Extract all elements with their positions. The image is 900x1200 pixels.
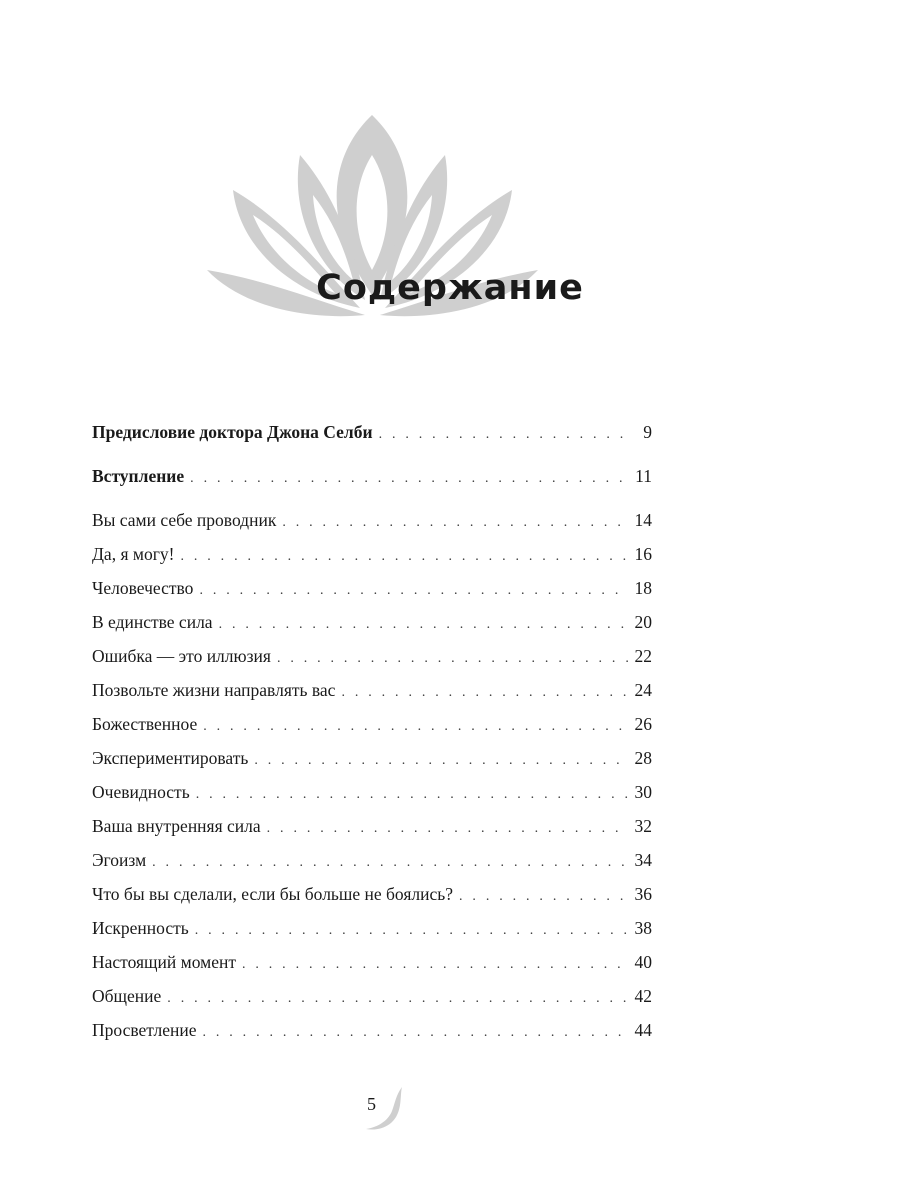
dot-leader xyxy=(152,846,628,880)
toc-entry[interactable] xyxy=(92,571,652,605)
toc-entry-page: 44 xyxy=(634,1020,652,1040)
toc-entry-label: Божественное xyxy=(92,714,198,734)
toc-entry-label: Ошибка — это иллюзия xyxy=(92,646,271,666)
toc-entry[interactable] xyxy=(92,775,652,809)
dot-leader xyxy=(277,642,628,676)
toc-entry-page: 26 xyxy=(634,714,652,734)
toc-entry-label: Вступление xyxy=(92,466,185,486)
toc-entry-label: Просветление xyxy=(92,1020,197,1040)
dot-leader xyxy=(180,540,628,574)
toc-entry-page: 40 xyxy=(634,952,652,972)
toc-entry[interactable] xyxy=(92,605,652,639)
toc-entry-label: Вы сами себе проводник xyxy=(92,510,277,530)
toc-entry-label: Ваша внутренняя сила xyxy=(92,816,261,836)
toc-entry[interactable] xyxy=(92,459,652,493)
toc-entry-label: Настоящий момент xyxy=(92,952,236,972)
toc-entry-label: Эгоизм xyxy=(92,850,147,870)
dot-leader xyxy=(341,676,628,710)
toc-entry-page: 9 xyxy=(643,422,652,442)
toc-entry-label: Да, я могу! xyxy=(92,544,175,564)
dot-leader xyxy=(203,710,628,744)
dot-leader xyxy=(199,574,628,608)
dot-leader xyxy=(190,462,628,496)
toc-entry[interactable] xyxy=(92,639,652,673)
toc-entry-page: 30 xyxy=(634,782,652,802)
dot-leader xyxy=(219,608,628,642)
toc-entry-page: 22 xyxy=(634,646,652,666)
toc-entry[interactable] xyxy=(92,877,652,911)
toc-entry-page: 11 xyxy=(635,466,652,486)
toc-entry[interactable] xyxy=(92,911,652,945)
toc-entry-label: Что бы вы сделали, если бы больше не боялись? xyxy=(92,884,454,904)
dot-leader xyxy=(267,812,628,846)
toc-entry-page: 24 xyxy=(634,680,652,700)
dot-leader xyxy=(254,744,628,778)
toc-entry-page: 32 xyxy=(634,816,652,836)
toc-entry-page: 14 xyxy=(634,510,652,530)
table-of-contents xyxy=(92,415,652,1047)
dot-leader xyxy=(379,418,628,452)
dot-leader xyxy=(282,506,628,540)
toc-entry-page: 36 xyxy=(634,884,652,904)
toc-entry-page: 34 xyxy=(634,850,652,870)
toc-entry-page: 16 xyxy=(634,544,652,564)
toc-entry[interactable] xyxy=(92,741,652,775)
toc-entry[interactable] xyxy=(92,537,652,571)
toc-entry-label: Общение xyxy=(92,986,162,1006)
toc-entry-page: 28 xyxy=(634,748,652,768)
dot-leader xyxy=(195,914,628,948)
toc-entry[interactable] xyxy=(92,707,652,741)
toc-entry-page: 20 xyxy=(634,612,652,632)
toc-entry-label: Человечество xyxy=(92,578,194,598)
toc-entry-label: В единстве сила xyxy=(92,612,213,632)
toc-entry-page: 38 xyxy=(634,918,652,938)
toc-entry-label: Очевидность xyxy=(92,782,190,802)
toc-entry-label: Позвольте жизни направлять вас xyxy=(92,680,336,700)
toc-entry[interactable] xyxy=(92,809,652,843)
toc-entry-page: 42 xyxy=(634,986,652,1006)
toc-entry-page: 18 xyxy=(634,578,652,598)
toc-entry[interactable] xyxy=(92,843,652,877)
dot-leader xyxy=(459,880,628,914)
swash-icon xyxy=(362,1085,412,1135)
toc-entry-label: Предисловие доктора Джона Селби xyxy=(92,422,373,442)
dot-leader xyxy=(202,1016,628,1050)
toc-entry[interactable] xyxy=(92,503,652,537)
toc-entry[interactable] xyxy=(92,415,652,449)
toc-entry[interactable] xyxy=(92,1013,652,1047)
dot-leader xyxy=(242,948,628,982)
toc-entry[interactable] xyxy=(92,673,652,707)
toc-entry[interactable] xyxy=(92,979,652,1013)
page-number: 5 xyxy=(367,1094,376,1114)
toc-entry-label: Экспериментировать xyxy=(92,748,249,768)
toc-entry-label: Искренность xyxy=(92,918,189,938)
page-title: Содержание xyxy=(316,268,584,308)
toc-entry[interactable] xyxy=(92,945,652,979)
dot-leader xyxy=(167,982,628,1016)
dot-leader xyxy=(196,778,628,812)
